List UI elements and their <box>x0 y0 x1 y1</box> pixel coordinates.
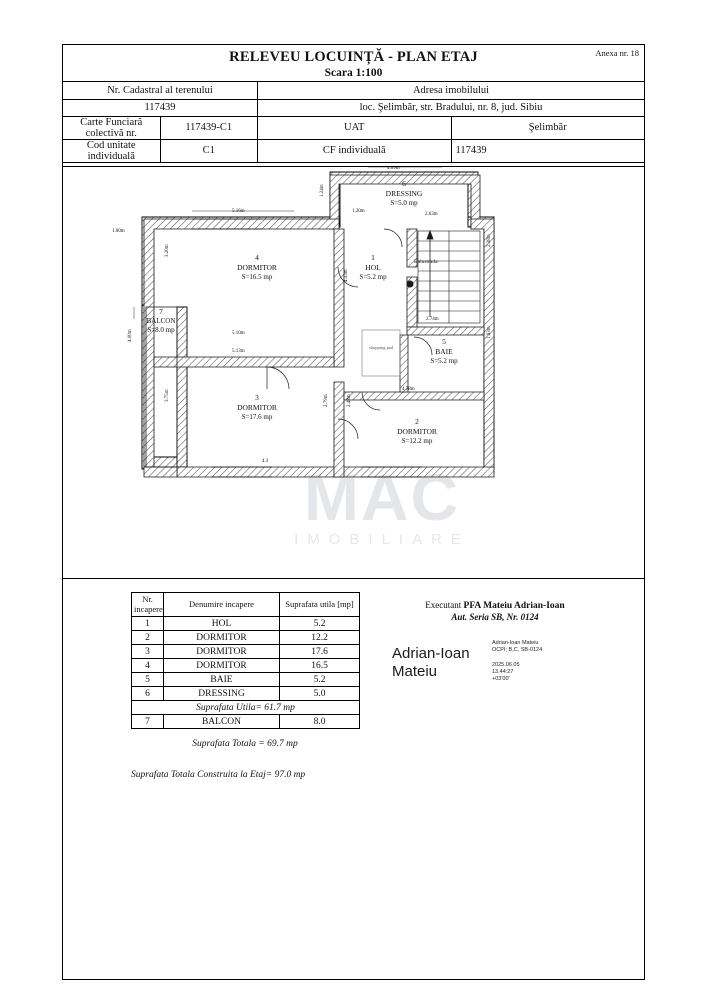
table-row <box>132 617 360 631</box>
row-area: 5.2 <box>280 673 360 687</box>
row-name: DRESSING <box>164 687 280 701</box>
executant-block <box>380 600 610 622</box>
document-header <box>62 44 645 163</box>
dimension-label: 5.13m <box>232 349 245 354</box>
row-nr: 5 <box>132 673 164 687</box>
header-table <box>62 82 645 163</box>
dimension-label: 3.75m <box>165 389 170 402</box>
row-nr: 4 <box>132 659 164 673</box>
row-name: BAIE <box>164 673 280 687</box>
row-area: 5.0 <box>280 687 360 701</box>
table-row <box>132 673 360 687</box>
signature-date: 2025.06.05 <box>492 662 520 668</box>
plan-labels <box>62 167 645 579</box>
balustrade-label: Balustrada <box>414 259 438 265</box>
room-area-1: S=5.2 mp <box>359 273 387 281</box>
rooms-table <box>131 592 360 729</box>
room-area-2: S=12.2 mp <box>401 437 433 445</box>
room-name-4: DORMITOR <box>237 263 277 272</box>
signature-tz: +03'00' <box>492 676 510 682</box>
executant-prefix: Executant <box>425 600 462 610</box>
table-row <box>132 715 360 729</box>
built-area-label: Suprafata Totala Construita la Etaj= 97.0 mp <box>131 770 306 780</box>
room-area-3: S=17.6 mp <box>241 413 273 421</box>
signature-line-2: Mateiu <box>392 663 438 680</box>
room-name-6: DRESSING <box>385 189 423 198</box>
col-header-nr: Nr. incapere <box>132 593 164 617</box>
total-area-label: Suprafata Totala = 69.7 mp <box>192 739 298 749</box>
row-name: DORMITOR <box>164 631 280 645</box>
row-area: 8.0 <box>280 715 360 729</box>
signature-meta-timestamp <box>492 662 582 683</box>
dimension-label: 1.24m <box>320 184 325 197</box>
dimension-label: 5.16m <box>232 209 245 214</box>
col-header-area: Suprafata utila [mp] <box>280 593 360 617</box>
dimension-label: 2.48m <box>347 394 352 407</box>
dimension-label: 4.33m <box>344 269 349 282</box>
room-area-6: S=5.0 mp <box>390 199 418 207</box>
dimension-label: 2.74m <box>426 317 439 322</box>
dimension-label: 1.00m <box>112 229 125 234</box>
cf-colectiva-label: Carte Funciară colectivă nr. <box>63 116 161 139</box>
cadastral-value: 117439 <box>63 99 258 116</box>
room-area-4: S=16.5 mp <box>241 273 273 281</box>
room-name-3: DORMITOR <box>237 403 277 412</box>
address-value: loc. Şelimbăr, str. Bradului, nr. 8, jud. Sibiu <box>258 99 645 116</box>
room-name-7: BALCON <box>146 317 176 325</box>
digital-signature-name <box>392 645 502 681</box>
room-number-1: 1 <box>371 253 375 262</box>
subtotal-label: Suprafata Utila= 61.7 mp <box>132 701 360 715</box>
signature-line-1: Adrian-Ioan <box>392 645 470 662</box>
row-area: 17.6 <box>280 645 360 659</box>
table-subtotal-row <box>132 701 360 715</box>
title-row <box>62 44 645 82</box>
dimension-label: 4.09m <box>387 166 400 171</box>
watermark-text: MAC <box>303 460 461 534</box>
address-label: Adresa imobilului <box>258 82 645 99</box>
dimension-label: 4.00m <box>128 329 133 342</box>
shopping-pad-label: shopping pad <box>368 345 394 350</box>
signature-meta-identity <box>492 640 582 654</box>
row-name: DORMITOR <box>164 659 280 673</box>
row-name: HOL <box>164 617 280 631</box>
authorization-line: Aut. Seria SB, Nr. 0124 <box>451 612 539 622</box>
room-name-2: DORMITOR <box>397 427 437 436</box>
executant-name: PFA Mateiu Adrian-Ioan <box>463 601 565 611</box>
row-nr: 1 <box>132 617 164 631</box>
floor-plan-area <box>62 166 645 579</box>
executant-line <box>380 600 610 611</box>
dimension-label: 5.10m <box>232 331 245 336</box>
row-nr: 7 <box>132 715 164 729</box>
table-row <box>132 631 360 645</box>
dimension-label: 3.20m <box>165 244 170 257</box>
table-row <box>63 116 645 139</box>
dimension-label: 2.79m <box>324 394 329 407</box>
cf-individuala-value: 117439 <box>451 139 645 162</box>
row-nr: 6 <box>132 687 164 701</box>
uat-value: Şelimbăr <box>451 116 645 139</box>
table-row <box>63 139 645 162</box>
signature-time: 13.44:27 <box>492 669 514 675</box>
row-area: 16.5 <box>280 659 360 673</box>
row-nr: 3 <box>132 645 164 659</box>
table-header-row <box>132 593 360 617</box>
room-name-5: BAIE <box>435 347 453 356</box>
room-area-7: S=8.0 mp <box>147 326 175 334</box>
row-area: 5.2 <box>280 617 360 631</box>
annex-number: Anexa nr. 18 <box>595 48 639 58</box>
scale-label: Scara 1:100 <box>324 67 383 79</box>
room-number-5: 5 <box>442 337 446 346</box>
row-nr: 2 <box>132 631 164 645</box>
cod-unitate-value: C1 <box>160 139 258 162</box>
dimension-label: 1.93m <box>487 326 492 339</box>
row-name: DORMITOR <box>164 645 280 659</box>
dimension-label: 4.78m <box>402 387 415 392</box>
row-area: 12.2 <box>280 631 360 645</box>
table-row <box>63 82 645 99</box>
table-row <box>132 645 360 659</box>
dimension-label: 1.20m <box>352 209 365 214</box>
row-name: BALCON <box>164 715 280 729</box>
cod-unitate-label: Cod unitate individuală <box>63 139 161 162</box>
signature-meta-org: OCPI; B,C, SB-0124 <box>492 647 543 653</box>
table-row <box>132 659 360 673</box>
room-name-1: HOL <box>365 263 381 272</box>
dimension-label: 2.38m <box>487 234 492 247</box>
room-number-4: 4 <box>255 253 259 262</box>
room-area-5: S=5.2 mp <box>430 357 458 365</box>
room-number-3: 3 <box>255 393 259 402</box>
room-number-7: 7 <box>159 307 163 316</box>
watermark-subtitle: IMOBILIARE <box>294 531 470 548</box>
col-header-name: Denumire incapere <box>164 593 280 617</box>
page-title: RELEVEU LOCUINȚĂ - PLAN ETAJ <box>229 49 478 65</box>
dimension-label: 2.63m <box>425 212 438 217</box>
table-row <box>132 687 360 701</box>
room-number-6: 6 <box>402 179 406 188</box>
uat-label: UAT <box>258 116 452 139</box>
signature-meta-name: Adrian-Ioan Mateiu <box>492 640 539 646</box>
room-number-2: 2 <box>415 417 419 426</box>
table-row <box>63 99 645 116</box>
dimension-label: 4.3 <box>262 459 269 464</box>
cadastral-label: Nr. Cadastral al terenului <box>63 82 258 99</box>
cf-individuala-label: CF individuală <box>258 139 452 162</box>
cf-colectiva-value: 117439-C1 <box>160 116 258 139</box>
